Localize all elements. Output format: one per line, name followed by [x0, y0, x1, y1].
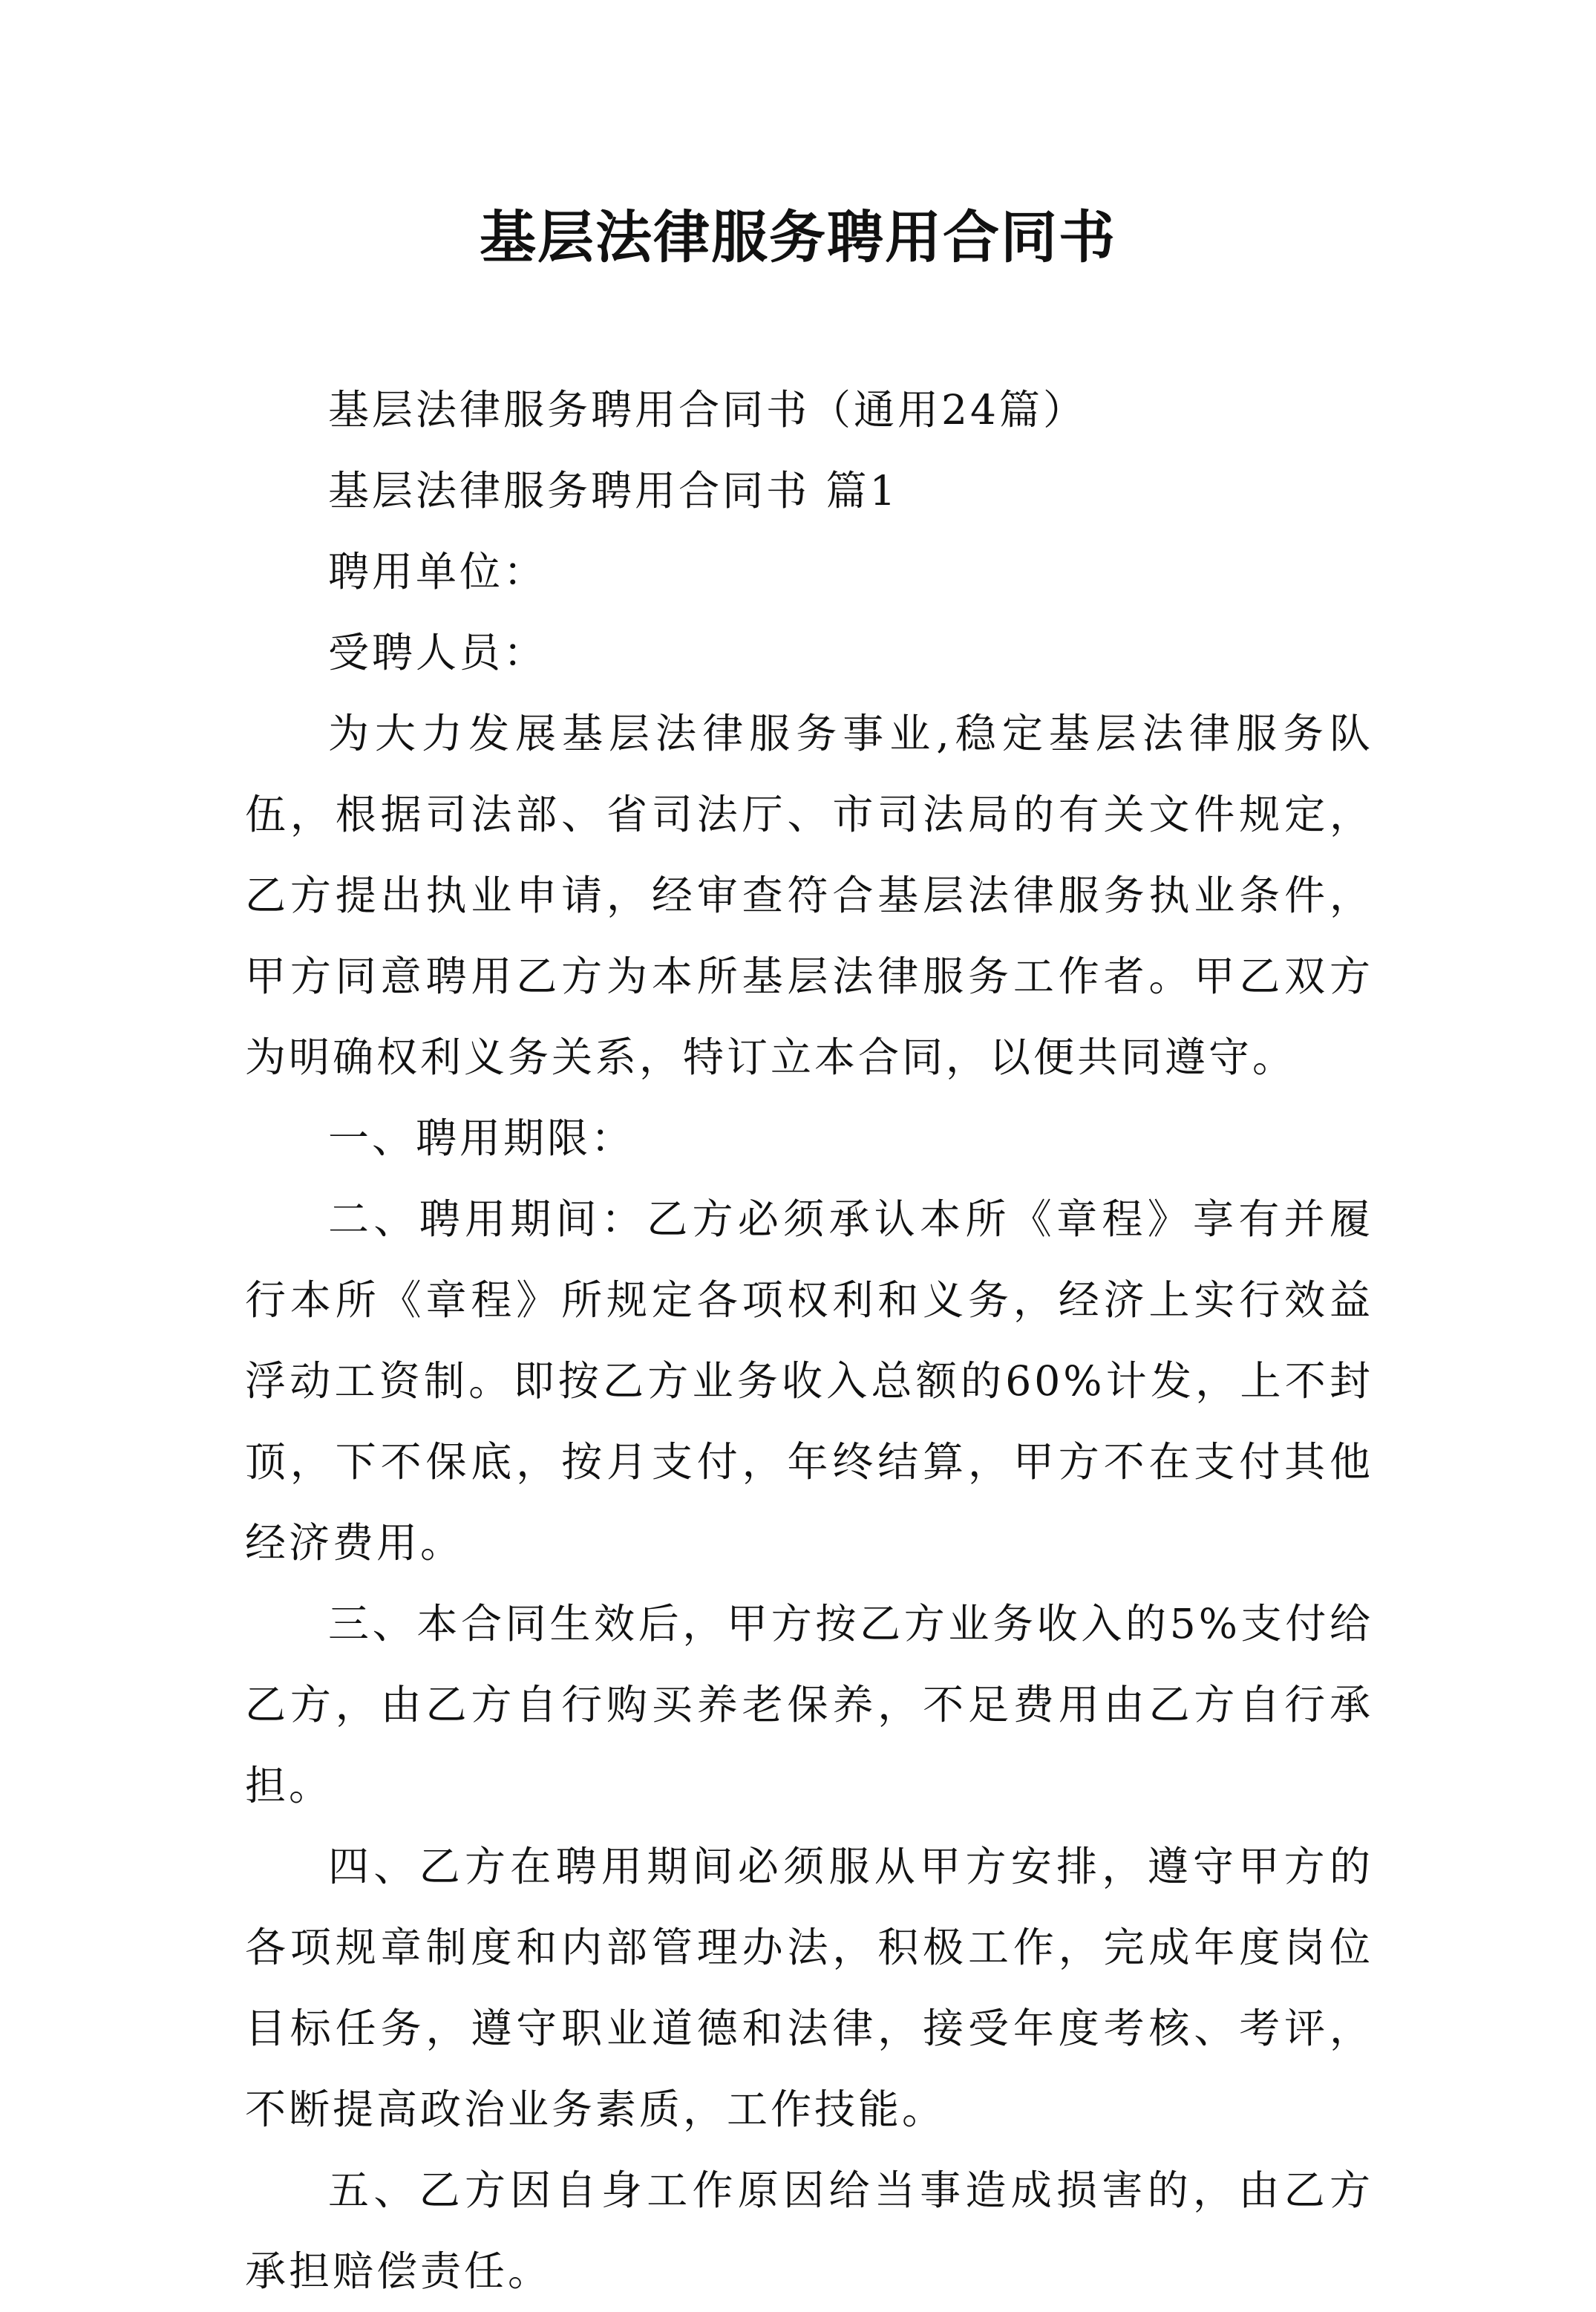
paragraph-preamble: 为大力发展基层法律服务事业,稳定基层法律服务队伍，根据司法部、省司法厅、市司法局的有关文件规定，乙方提出执业申请，经审查符合基层法律服务执业条件，甲方同意聘用乙方为本所基层法律服务工作者。甲乙双方为明确权利义务关系，特订立本合同，以便共同遵守。 [245, 710, 1373, 1081]
paragraph-employer: 聘用单位： [328, 548, 548, 595]
paragraph-clause-5: 五、乙方因自身工作原因给当事造成损害的，由乙方承担赔偿责任。 [245, 2166, 1373, 2295]
paragraph-clause-2: 二、聘用期间：乙方必须承认本所《章程》享有并履行本所《章程》所规定各项权利和义务，经济上实行效益浮动工资制。即按乙方业务收入总额的60%计发，上不封顶，下不保底，按月支付，年终结算，甲方不在支付其他经济费用。 [245, 1195, 1373, 1567]
document-body [245, 370, 1373, 2312]
paragraph-clause-4: 四、乙方在聘用期间必须服从甲方安排，遵守甲方的各项规章制度和内部管理办法，积极工作，完成年度岗位目标任务，遵守职业道德和法律，接受年度考核、考评，不断提高政治业务素质，工作技能。 [245, 1843, 1373, 2133]
paragraph-subtitle: 基层法律服务聘用合同书（通用24篇） [328, 386, 1087, 434]
paragraph-employee: 受聘人员： [328, 629, 548, 676]
paragraph-clause-3: 三、本合同生效后，甲方按乙方业务收入的5%支付给乙方，由乙方自行购买养老保养，不足费用由乙方自行承担。 [245, 1600, 1373, 1809]
paragraph-section-heading: 基层法律服务聘用合同书 篇1 [328, 467, 899, 515]
document-title: 基层法律服务聘用合同书 [480, 204, 1116, 270]
paragraph-clause-1: 一、聘用期限： [328, 1114, 635, 1162]
